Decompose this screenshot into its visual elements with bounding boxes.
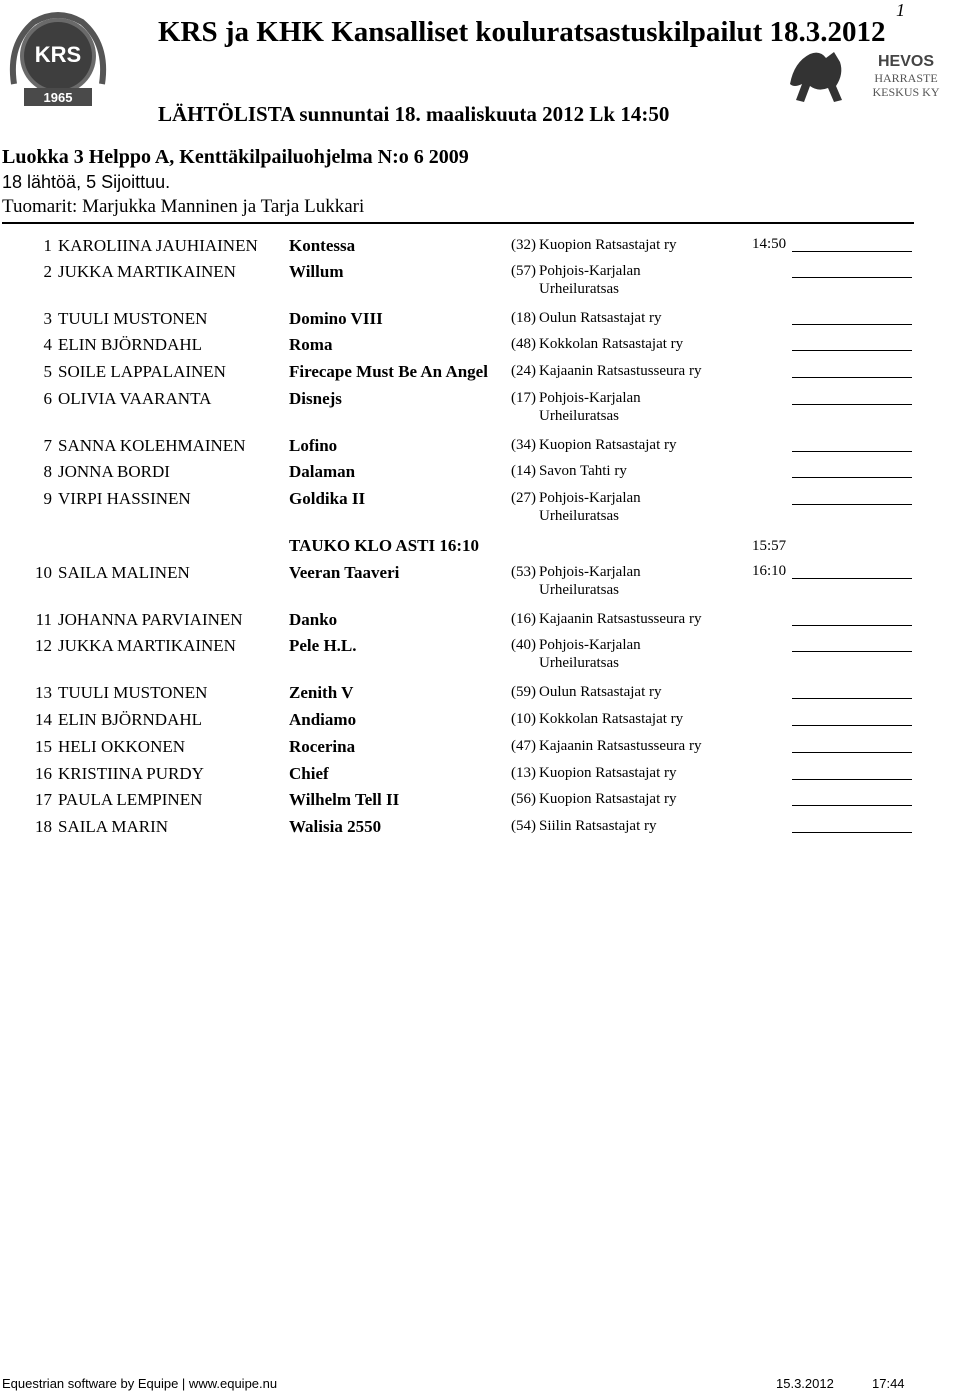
club-name: Pohjois-Karjalan — [539, 637, 641, 653]
result-line — [792, 805, 912, 806]
start-number: 4 — [43, 335, 52, 354]
rider-name: OLIVIA VAARANTA — [58, 389, 212, 408]
club-name-line2: Urheiluratsas — [539, 582, 619, 598]
club-name: Kuopion Ratsastajat ry — [539, 237, 677, 253]
logo-word-harraste: HARRASTE — [874, 71, 938, 85]
start-number: 7 — [43, 436, 52, 455]
club-name: Kuopion Ratsastajat ry — [539, 437, 677, 453]
result-line — [792, 625, 912, 626]
start-number: 6 — [43, 389, 52, 408]
entry-row — [0, 309, 960, 329]
entry-row — [0, 335, 960, 355]
club-name: Pohjois-Karjalan — [539, 490, 641, 506]
entry-row — [0, 389, 960, 424]
horse-name: Roma — [289, 335, 333, 354]
entry-row — [0, 462, 960, 482]
rider-name: PAULA LEMPINEN — [58, 790, 203, 809]
rider-name: HELI OKKONEN — [58, 737, 186, 756]
entry-row — [0, 710, 960, 730]
entry-row — [0, 817, 960, 837]
club-number: (34) — [511, 437, 536, 453]
club-name-line2: Urheiluratsas — [539, 281, 619, 297]
horse-name: Andiamo — [289, 710, 357, 729]
class-name: Luokka 3 Helppo A, Kenttäkilpailuohjelma N:o 6 2009 — [2, 146, 469, 168]
club-number: (48) — [511, 336, 536, 352]
horse-name: Willum — [289, 262, 344, 281]
club-name: Siilin Ratsastajat ry — [539, 818, 657, 834]
horse-name: Dalaman — [289, 462, 356, 481]
entry-row — [0, 362, 960, 382]
rider-name: VIRPI HASSINEN — [58, 489, 191, 508]
club-number: (27) — [511, 490, 536, 506]
result-line — [792, 277, 912, 278]
club-number: (17) — [511, 390, 536, 406]
entry-row — [0, 636, 960, 671]
horse-name: Disnejs — [289, 389, 342, 408]
start-number: 17 — [35, 790, 52, 809]
hevosharraste-logo — [784, 44, 956, 108]
start-number: 12 — [35, 636, 52, 655]
page-number: 1 — [896, 0, 905, 20]
result-line — [792, 504, 912, 505]
rider-name: JONNA BORDI — [58, 462, 170, 481]
club-number: (47) — [511, 738, 536, 754]
entry-row — [0, 737, 960, 757]
rider-name: SAILA MALINEN — [58, 563, 190, 582]
horse-name: Rocerina — [289, 737, 356, 756]
krs-logo — [4, 4, 112, 116]
footer-time: 17:44 — [872, 1376, 905, 1391]
horse-name: Walisia 2550 — [289, 817, 382, 836]
entry-row — [0, 262, 960, 297]
result-line — [792, 451, 912, 452]
horse-name: Veeran Taaveri — [289, 563, 400, 582]
logo-word-hevos: HEVOS — [877, 53, 935, 70]
start-number: 13 — [35, 683, 52, 702]
horse-name: Pele H.L. — [289, 636, 357, 655]
club-name: Kajaanin Ratsastusseura ry — [539, 363, 702, 379]
result-line — [792, 404, 912, 405]
start-number: 5 — [43, 362, 52, 381]
club-name: Kokkolan Ratsastajat ry — [539, 336, 684, 352]
club-name: Pohjois-Karjalan — [539, 564, 641, 580]
result-line — [792, 350, 912, 351]
start-number: 14 — [35, 710, 52, 729]
rider-name: SANNA KOLEHMAINEN — [58, 436, 246, 455]
entry-row — [0, 489, 960, 524]
start-number: 8 — [43, 462, 52, 481]
rider-name: KRISTIINA PURDY — [58, 764, 204, 783]
rider-name: JUKKA MARTIKAINEN — [58, 262, 236, 281]
club-name: Kajaanin Ratsastusseura ry — [539, 611, 702, 627]
horse-name: Wilhelm Tell II — [289, 790, 400, 809]
result-line — [792, 832, 912, 833]
club-name: Oulun Ratsastajat ry — [539, 684, 662, 700]
entry-row — [0, 563, 960, 598]
pause-label: TAUKO KLO ASTI 16:10 — [289, 536, 480, 555]
result-line — [792, 251, 912, 252]
entry-row — [0, 436, 960, 456]
horse-name: Zenith V — [289, 683, 354, 702]
rider-name: JOHANNA PARVIAINEN — [58, 610, 243, 629]
club-name: Pohjois-Karjalan — [539, 390, 641, 406]
horse-name: Chief — [289, 764, 329, 783]
club-name: Oulun Ratsastajat ry — [539, 310, 662, 326]
horse-name: Danko — [289, 610, 338, 629]
club-number: (59) — [511, 684, 536, 700]
result-line — [792, 698, 912, 699]
club-name-line2: Urheiluratsas — [539, 655, 619, 671]
start-number: 9 — [43, 489, 52, 508]
club-name: Kokkolan Ratsastajat ry — [539, 711, 684, 727]
horse-name: Goldika II — [289, 489, 366, 508]
rider-name: ELIN BJÖRNDAHL — [58, 710, 203, 729]
club-number: (56) — [511, 791, 536, 807]
page-title: KRS ja KHK Kansalliset kouluratsastuskilpailut 18.3.2012 — [158, 16, 886, 48]
rider-name: SOILE LAPPALAINEN — [58, 362, 226, 381]
krs-logo-year: 1965 — [43, 90, 73, 105]
krs-logo-text: KRS — [34, 42, 82, 67]
start-number: 18 — [35, 817, 52, 836]
result-line — [792, 477, 912, 478]
starts-info: 18 lähtöä, 5 Sijoittuu. — [2, 172, 171, 192]
club-name: Kajaanin Ratsastusseura ry — [539, 738, 702, 754]
pause-time: 15:57 — [752, 538, 787, 554]
club-number: (53) — [511, 564, 536, 580]
horse-name: Domino VIII — [289, 309, 383, 328]
club-name-line2: Urheiluratsas — [539, 408, 619, 424]
club-number: (14) — [511, 463, 536, 479]
result-line — [792, 752, 912, 753]
horse-name: Lofino — [289, 436, 338, 455]
club-name: Savon Tahti ry — [539, 463, 627, 479]
start-number: 11 — [35, 610, 52, 629]
entry-row — [0, 610, 960, 630]
start-time: 16:10 — [752, 563, 787, 579]
club-number: (18) — [511, 310, 536, 326]
club-number: (57) — [511, 263, 536, 279]
club-number: (24) — [511, 363, 536, 379]
horse-name: Kontessa — [289, 236, 356, 255]
rider-name: JUKKA MARTIKAINEN — [58, 636, 236, 655]
header-divider — [2, 222, 914, 224]
entry-row — [0, 790, 960, 810]
result-line — [792, 779, 912, 780]
start-time: 14:50 — [752, 236, 787, 252]
logo-word-keskus: KESKUS KY — [872, 85, 940, 99]
start-list-subtitle: LÄHTÖLISTA sunnuntai 18. maaliskuuta 2012 Lk 14:50 — [158, 102, 670, 126]
rider-name: TUULI MUSTONEN — [58, 683, 208, 702]
start-number: 3 — [43, 309, 52, 328]
judges-info: Tuomarit: Marjukka Manninen ja Tarja Lukkari — [2, 196, 365, 217]
result-line — [792, 725, 912, 726]
rider-name: SAILA MARIN — [58, 817, 169, 836]
start-number: 10 — [35, 563, 52, 582]
entry-row — [0, 683, 960, 703]
start-number: 1 — [43, 236, 52, 255]
club-number: (16) — [511, 611, 536, 627]
result-line — [792, 651, 912, 652]
club-name: Kuopion Ratsastajat ry — [539, 791, 677, 807]
club-number: (13) — [511, 765, 536, 781]
club-name: Pohjois-Karjalan — [539, 263, 641, 279]
club-name-line2: Urheiluratsas — [539, 508, 619, 524]
club-name: Kuopion Ratsastajat ry — [539, 765, 677, 781]
entry-row — [0, 764, 960, 784]
rider-name: KAROLIINA JAUHIAINEN — [58, 236, 258, 255]
start-number: 15 — [35, 737, 52, 756]
start-number: 2 — [43, 262, 52, 281]
entry-row — [0, 236, 960, 256]
footer-software: Equestrian software by Equipe | www.equipe.nu — [2, 1376, 278, 1391]
club-number: (54) — [511, 818, 536, 834]
club-number: (40) — [511, 637, 536, 653]
rider-name: TUULI MUSTONEN — [58, 309, 208, 328]
result-line — [792, 578, 912, 579]
club-number: (32) — [511, 237, 536, 253]
result-line — [792, 377, 912, 378]
result-line — [792, 324, 912, 325]
club-number: (10) — [511, 711, 536, 727]
start-number: 16 — [35, 764, 52, 783]
rider-name: ELIN BJÖRNDAHL — [58, 335, 203, 354]
footer-date: 15.3.2012 — [776, 1376, 834, 1391]
horse-name: Firecape Must Be An Angel — [289, 362, 488, 381]
